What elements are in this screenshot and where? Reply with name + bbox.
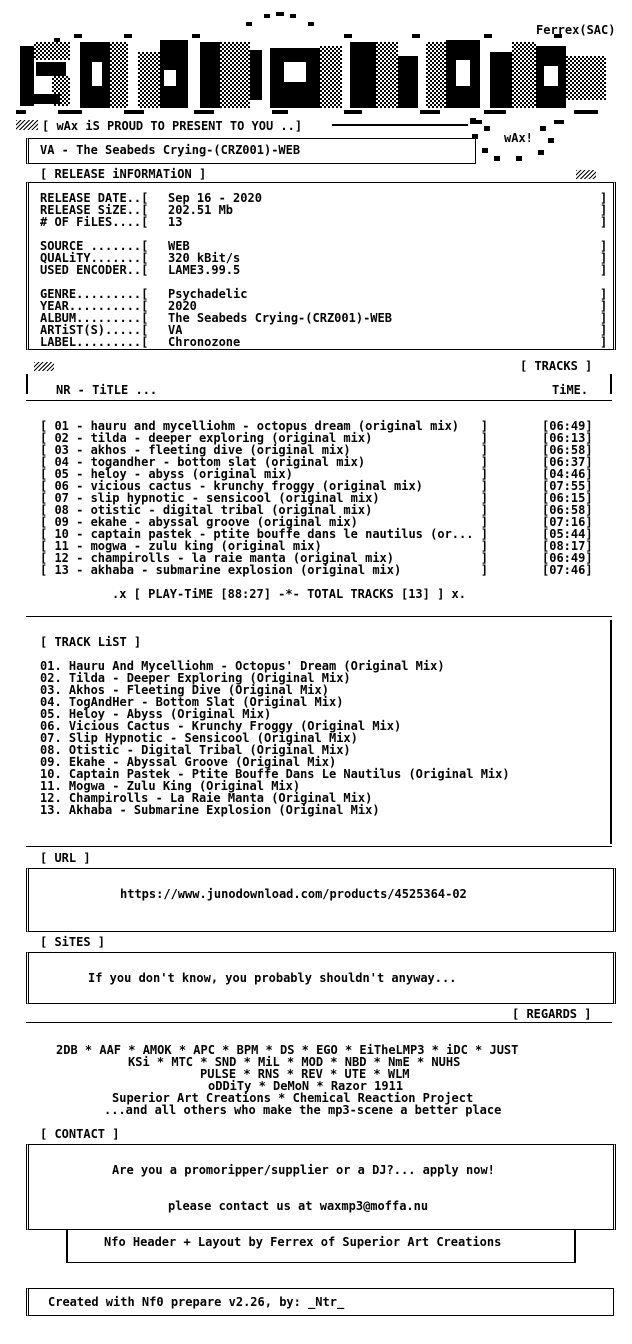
regards-top-rule: [26, 1022, 612, 1023]
list-item: 12. Champirolls - La Raie Manta (Original Mix): [40, 791, 373, 805]
field-value: Chronozone: [168, 335, 241, 349]
table-row: [ 12 - champirolls - la raie manta (original mix) ]: [40, 551, 488, 565]
wax-tag: wAx!: [504, 131, 533, 145]
field-label: QUALiTY.......[: [40, 251, 149, 265]
contact-label: [ CONTACT ]: [40, 1127, 120, 1141]
list-item: 07. Slip Hypnotic - Sensicool (Original Mix): [40, 731, 358, 745]
table-row: [ 02 - tilda - deeper exploring (original mix) ]: [40, 431, 488, 445]
contact-box: [26, 1144, 616, 1230]
tracks-bottom-rule: [26, 616, 612, 617]
field-label: ALBUM.........[: [40, 311, 149, 325]
url-link[interactable]: https://www.junodownload.com/products/4525364-02: [120, 887, 467, 901]
regards-label: [ REGARDS ]: [512, 1007, 592, 1021]
track-list-bottom-rule: [26, 846, 612, 847]
track-list-label: [ TRACK LiST ]: [40, 635, 142, 649]
track-time: [06:13]: [542, 431, 593, 445]
field-value: 13: [168, 215, 183, 229]
release-name: VA - The Seabeds Crying-(CRZ001)-WEB: [40, 143, 301, 157]
track-time: [06:49]: [542, 551, 593, 565]
field-label: # OF FiLES....[: [40, 215, 149, 229]
regards-line: oDDiTy * DeMoN * Razor 1911: [208, 1079, 404, 1093]
track-time: [05:44]: [542, 527, 593, 541]
list-item: 01. Hauru And Mycelliohm - Octopus' Dream (Original Mix): [40, 659, 445, 673]
table-row: [ 05 - heloy - abyss (original mix) ]: [40, 467, 488, 481]
track-time: [07:16]: [542, 515, 593, 529]
field-label: YEAR..........[: [40, 299, 149, 313]
tracks-label: [ TRACKS ]: [520, 359, 593, 373]
url-label: [ URL ]: [40, 851, 91, 865]
field-label: ARTiST(S).....[: [40, 323, 149, 337]
hatch-left: [34, 362, 54, 371]
ferrex-tag: Ferrex(SAC): [536, 23, 616, 37]
regards-line: KSi * MTC * SND * MiL * MOD * NBD * NmE * NUHS: [128, 1055, 461, 1069]
track-time: [07:55]: [542, 479, 593, 493]
layout-credit: Nfo Header + Layout by Ferrex of Superior Art Creations: [104, 1235, 502, 1249]
list-item: 03. Akhos - Fleeting Dive (Original Mix): [40, 683, 329, 697]
regards-line: PULSE * RNS * REV * UTE * WLM: [200, 1067, 410, 1081]
list-item: 11. Mogwa - Zulu King (Original Mix): [40, 779, 301, 793]
field-value: Psychadelic: [168, 287, 248, 301]
track-time: [07:46]: [542, 563, 593, 577]
hatch-left: [16, 120, 38, 130]
field-value: 320 kBit/s: [168, 251, 241, 265]
track-time: [08:17]: [542, 539, 593, 553]
tracks-left-bar: [26, 374, 28, 394]
field-value: 202.51 Mb: [168, 203, 234, 217]
list-item: 04. TogAndHer - Bottom Slat (Original Mix): [40, 695, 344, 709]
hatch-right: [576, 170, 596, 179]
wax-ascii-logo: [14, 12, 614, 124]
field-label: RELEASE SiZE..[: [40, 203, 149, 217]
sites-label: [ SiTES ]: [40, 935, 106, 949]
track-time: [06:37]: [542, 455, 593, 469]
table-row: [ 03 - akhos - fleeting dive (original mix) ]: [40, 443, 488, 457]
field-value: The Seabeds Crying-(CRZ001)-WEB: [168, 311, 392, 325]
track-time: [06:15]: [542, 491, 593, 505]
field-label: GENRE.........[: [40, 287, 149, 301]
field-value: 2020: [168, 299, 197, 313]
field-value: VA: [168, 323, 183, 337]
tracks-col-title: NR - TiTLE ...: [56, 383, 158, 397]
release-info-right-brackets: ] ] ] ] ] ] ] ] ] ] ]: [600, 191, 608, 349]
sites-text: If you don't know, you probably shouldn't anyway...: [88, 971, 457, 985]
regards-line: 2DB * AAF * AMOK * APC * BPM * DS * EGO * EiTheLMP3 * iDC * JUST: [56, 1043, 519, 1057]
track-list-right-bar: [610, 620, 612, 844]
tracks-right-bar: [610, 374, 612, 394]
field-value: LAME3.99.5: [168, 263, 241, 277]
table-row: [ 07 - slip hypnotic - sensicool (original mix) ]: [40, 491, 488, 505]
table-row: [ 10 - captain pastek - ptite bouffe dans le nautilus (or... ]: [40, 527, 488, 541]
list-item: 02. Tilda - Deeper Exploring (Original Mix): [40, 671, 351, 685]
table-row: [ 04 - togandher - bottom slat (original mix) ]: [40, 455, 488, 469]
table-row: [ 06 - vicious cactus - krunchy froggy (original mix) ]: [40, 479, 488, 493]
list-item: 05. Heloy - Abyss (Original Mix): [40, 707, 272, 721]
contact-email-line[interactable]: please contact us at waxmp3@moffa.nu: [168, 1199, 429, 1213]
table-row: [ 09 - ekahe - abyssal groove (original mix) ]: [40, 515, 488, 529]
list-item: 13. Akhaba - Submarine Explosion (Original Mix): [40, 803, 380, 817]
table-row: [ 11 - mogwa - zulu king (original mix) ]: [40, 539, 488, 553]
list-item: 09. Ekahe - Abyssal Groove (Original Mix): [40, 755, 337, 769]
release-info-label: [ RELEASE iNFORMATiON ]: [40, 167, 207, 181]
field-label: RELEASE DATE..[: [40, 191, 149, 205]
field-value: Sep 16 - 2020: [168, 191, 262, 205]
table-row: [ 01 - hauru and mycelliohm - octopus dream (original mix) ]: [40, 419, 488, 433]
proud-line: [ wAx iS PROUD TO PRESENT TO YOU ..]: [42, 119, 303, 133]
contact-line-1: Are you a promoripper/supplier or a DJ?... apply now!: [112, 1163, 495, 1177]
regards-line: Superior Art Creations * Chemical Reaction Project: [112, 1091, 474, 1105]
field-label: USED ENCODER..[: [40, 263, 149, 277]
list-item: 10. Captain Pastek - Ptite Bouffe Dans Le Nautilus (Original Mix): [40, 767, 510, 781]
track-time: [04:46]: [542, 467, 593, 481]
tracks-summary: .x [ PLAY-TiME [88:27] -*- TOTAL TRACKS [13] ] x.: [112, 587, 467, 601]
created-with: Created with Nf0 prepare v2.26, by: _Ntr_: [48, 1295, 345, 1309]
table-row: [ 13 - akhaba - submarine explosion (original mix) ]: [40, 563, 488, 577]
field-value: WEB: [168, 239, 190, 253]
field-label: LABEL.........[: [40, 335, 149, 349]
list-item: 08. Otistic - Digital Tribal (Original Mix): [40, 743, 351, 757]
tracks-col-time: TiME.: [552, 383, 589, 397]
track-time: [06:58]: [542, 503, 593, 517]
track-time: [06:58]: [542, 443, 593, 457]
proud-rule: [332, 124, 468, 126]
field-label: SOURCE .......[: [40, 239, 149, 253]
tracks-top-rule: [26, 400, 612, 401]
table-row: [ 08 - otistic - digital tribal (original mix) ]: [40, 503, 488, 517]
list-item: 06. Vicious Cactus - Krunchy Froggy (Original Mix): [40, 719, 402, 733]
track-time: [06:49]: [542, 419, 593, 433]
regards-line: ...and all others who make the mp3-scene a better place: [104, 1103, 502, 1117]
